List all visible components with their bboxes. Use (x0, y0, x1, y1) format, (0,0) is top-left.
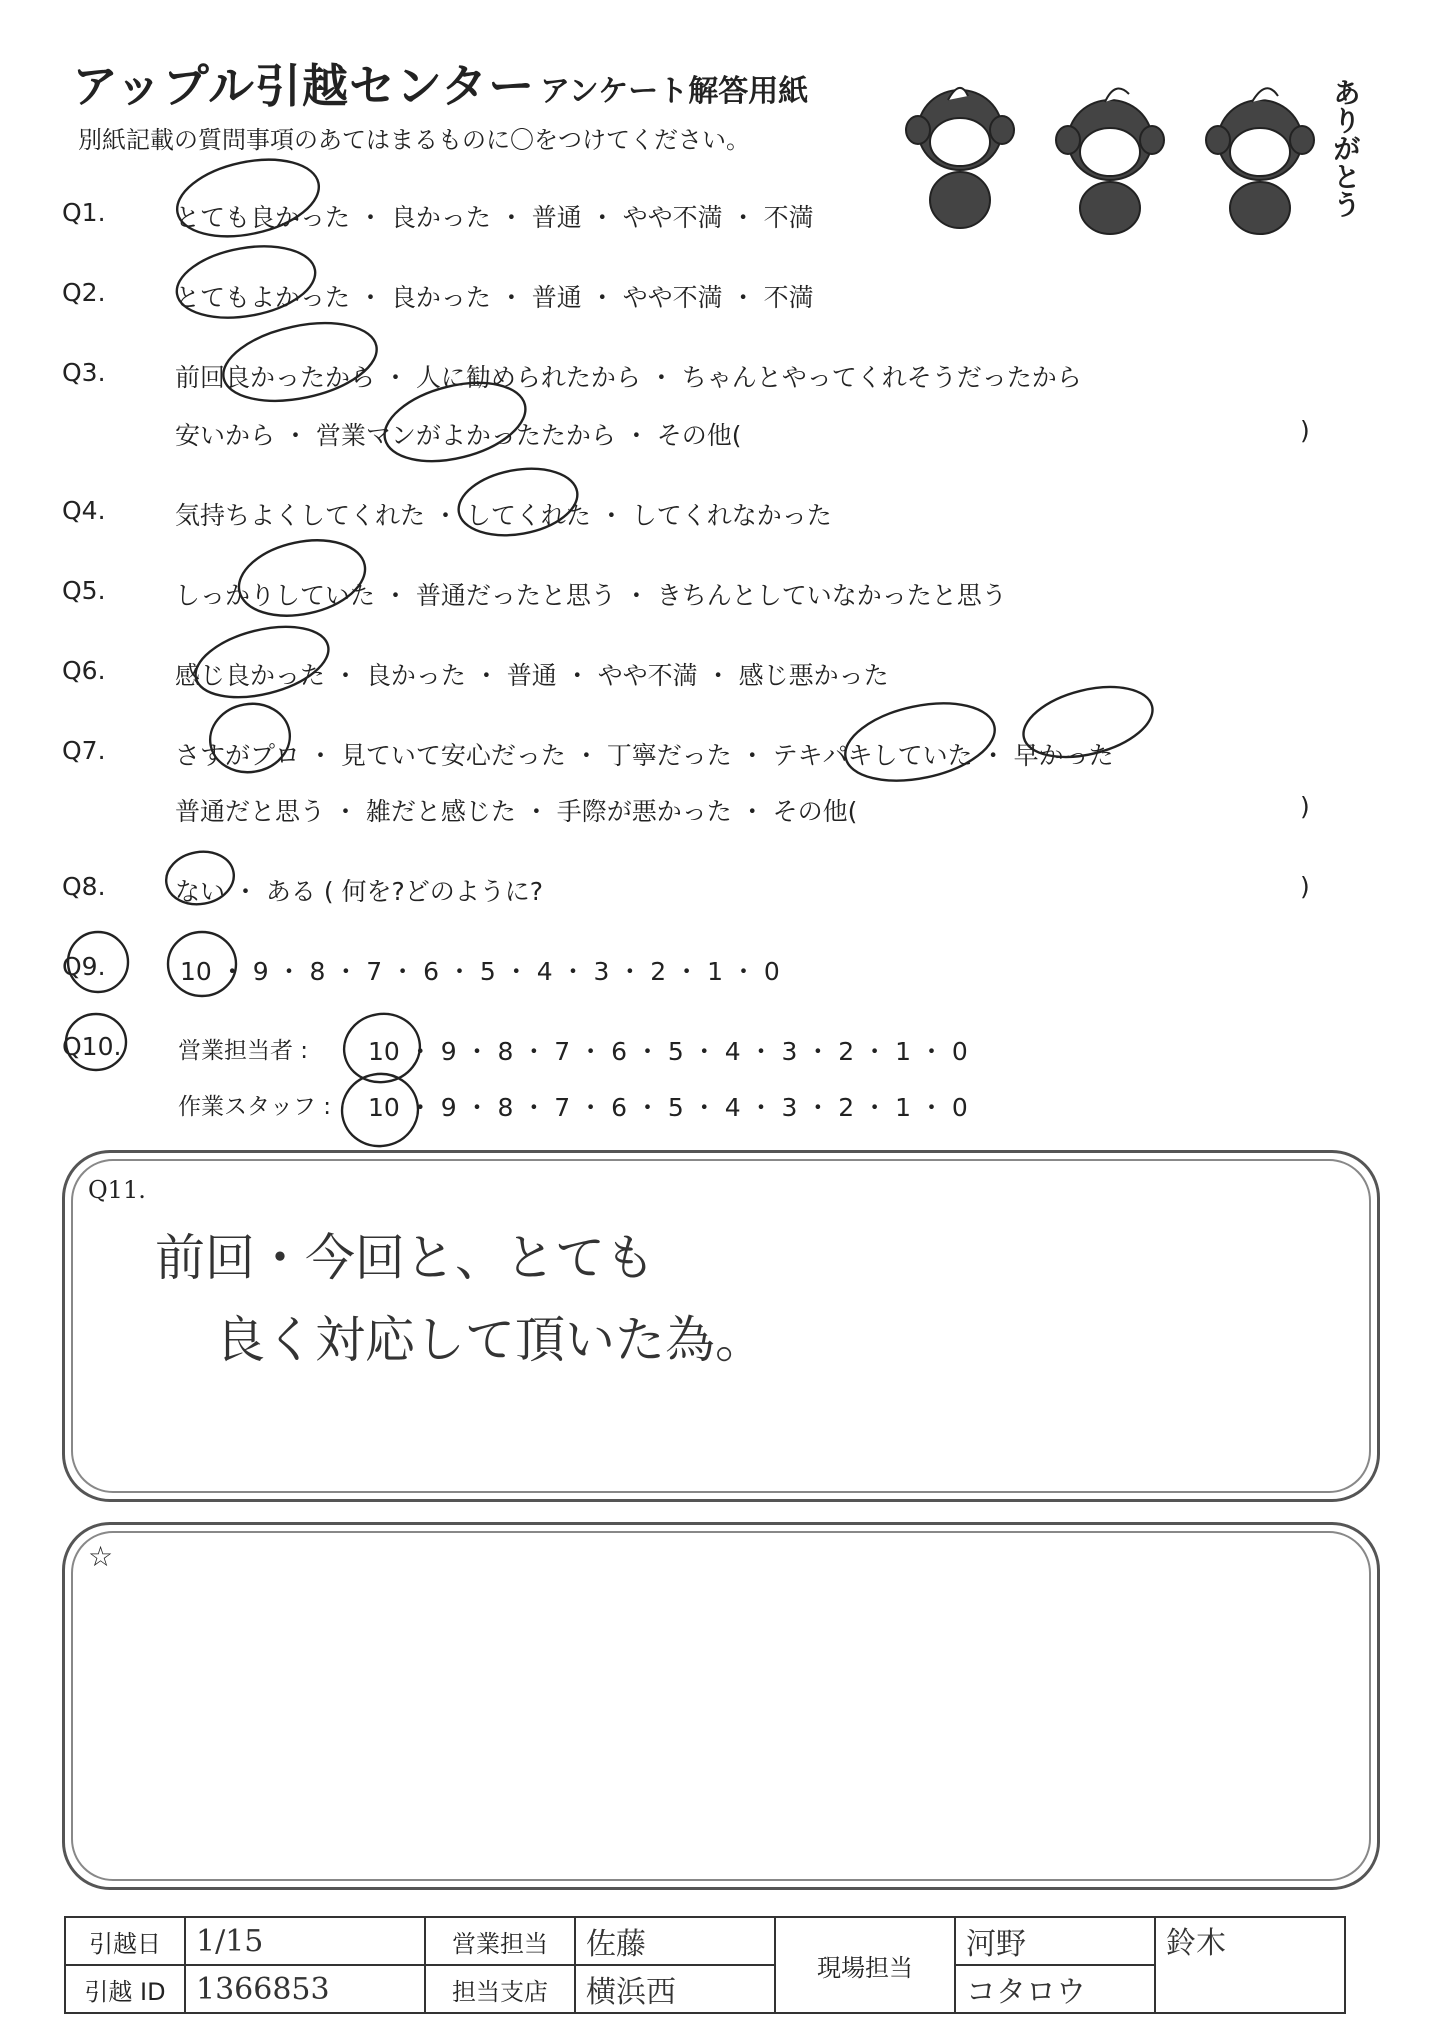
q3-closing-paren: ) (1300, 416, 1310, 445)
move-info-table (64, 1916, 1346, 2014)
q7-options-line1: さすがプロ ・ 見ていて安心だった ・ 丁寧だった ・ テキパキしていた ・ 早かった (175, 741, 1114, 770)
q1-options: とても良かった ・ 良かった ・ 普通 ・ やや不満 ・ 不満 (175, 203, 814, 232)
q3-label: Q3. (62, 358, 106, 387)
q10-sales-scale: 10 ・ 9 ・ 8 ・ 7 ・ 6 ・ 5 ・ 4 ・ 3 ・ 2 ・ 1 ・ 0 (368, 1037, 968, 1066)
site-staff-3: コタロウ (955, 1965, 1155, 2013)
instruction-text: 別紙記載の質問事項のあてはまるものに〇をつけてください。 (78, 126, 750, 154)
star-box-label: ☆ (88, 1540, 114, 1573)
q2-label: Q2. (62, 278, 106, 307)
q3-options-line1: 前回良かったから ・ 人に勧められたから ・ ちゃんとやってくれそうだったから (175, 363, 1082, 392)
q5-label: Q5. (62, 576, 106, 605)
q6-label: Q6. (62, 656, 106, 685)
site-staff-2: 鈴木 (1155, 1917, 1345, 2013)
site-staff-1: 河野 (955, 1917, 1155, 1965)
move-date-value: 1/15 (185, 1917, 425, 1965)
q10-sales-label: 営業担当者 : (178, 1038, 309, 1064)
q10-staff-scale: 10 ・ 9 ・ 8 ・ 7 ・ 6 ・ 5 ・ 4 ・ 3 ・ 2 ・ 1 ・ 0 (368, 1093, 968, 1122)
q7-closing-paren: ) (1300, 792, 1310, 821)
site-staff-label: 現場担当 (775, 1917, 955, 2013)
q2-options: とてもよかった ・ 良かった ・ 普通 ・ やや不満 ・ 不満 (175, 283, 814, 312)
q9-scale: 10 ・ 9 ・ 8 ・ 7 ・ 6 ・ 5 ・ 4 ・ 3 ・ 2 ・ 1 ・ 0 (180, 957, 780, 986)
q4-label: Q4. (62, 496, 106, 525)
q11-handwritten-line2: 良く対応して頂いた為。 (215, 1311, 765, 1369)
q8-label: Q8. (62, 872, 106, 901)
move-date-label: 引越日 (65, 1917, 185, 1965)
q7-options-line2: 普通だと思う ・ 雑だと感じた ・ 手際が悪かった ・ その他( (175, 797, 858, 826)
move-id-label: 引越 ID (65, 1965, 185, 2013)
q1-label: Q1. (62, 198, 106, 227)
form-subtitle: アンケート解答用紙 (540, 74, 809, 109)
q6-options: 感じ良かった ・ 良かった ・ 普通 ・ やや不満 ・ 感じ悪かった (175, 661, 889, 690)
q10-label: Q10. (62, 1032, 122, 1061)
q3-options-line2: 安いから ・ 営業マンがよかったたから ・ その他( (175, 421, 742, 450)
thanks-vertical-text: ありがとう (1329, 78, 1362, 218)
q11-handwritten-line1: 前回・今回と、とても (155, 1229, 655, 1287)
branch-value: 横浜西 (575, 1965, 775, 2013)
star-comment-box (62, 1522, 1380, 1890)
branch-label: 担当支店 (425, 1965, 575, 2013)
sales-rep-label: 営業担当 (425, 1917, 575, 1965)
q9-label: Q9. (62, 952, 106, 981)
q8-closing-paren: ) (1300, 872, 1310, 901)
move-id-value: 1366853 (185, 1965, 425, 2013)
form-title: アップル引越センター (72, 59, 536, 113)
q10-staff-label: 作業スタッフ : (178, 1094, 332, 1120)
q7-label: Q7. (62, 736, 106, 765)
q4-options: 気持ちよくしてくれた ・ してくれた ・ してくれなかった (175, 501, 832, 530)
sales-rep-value: 佐藤 (575, 1917, 775, 1965)
q5-options: しっかりしていた ・ 普通だったと思う ・ きちんとしていなかったと思う (175, 581, 1007, 610)
q11-label: Q11. (88, 1176, 146, 1204)
q8-options: ない ・ ある ( 何を?どのように? (175, 877, 544, 906)
